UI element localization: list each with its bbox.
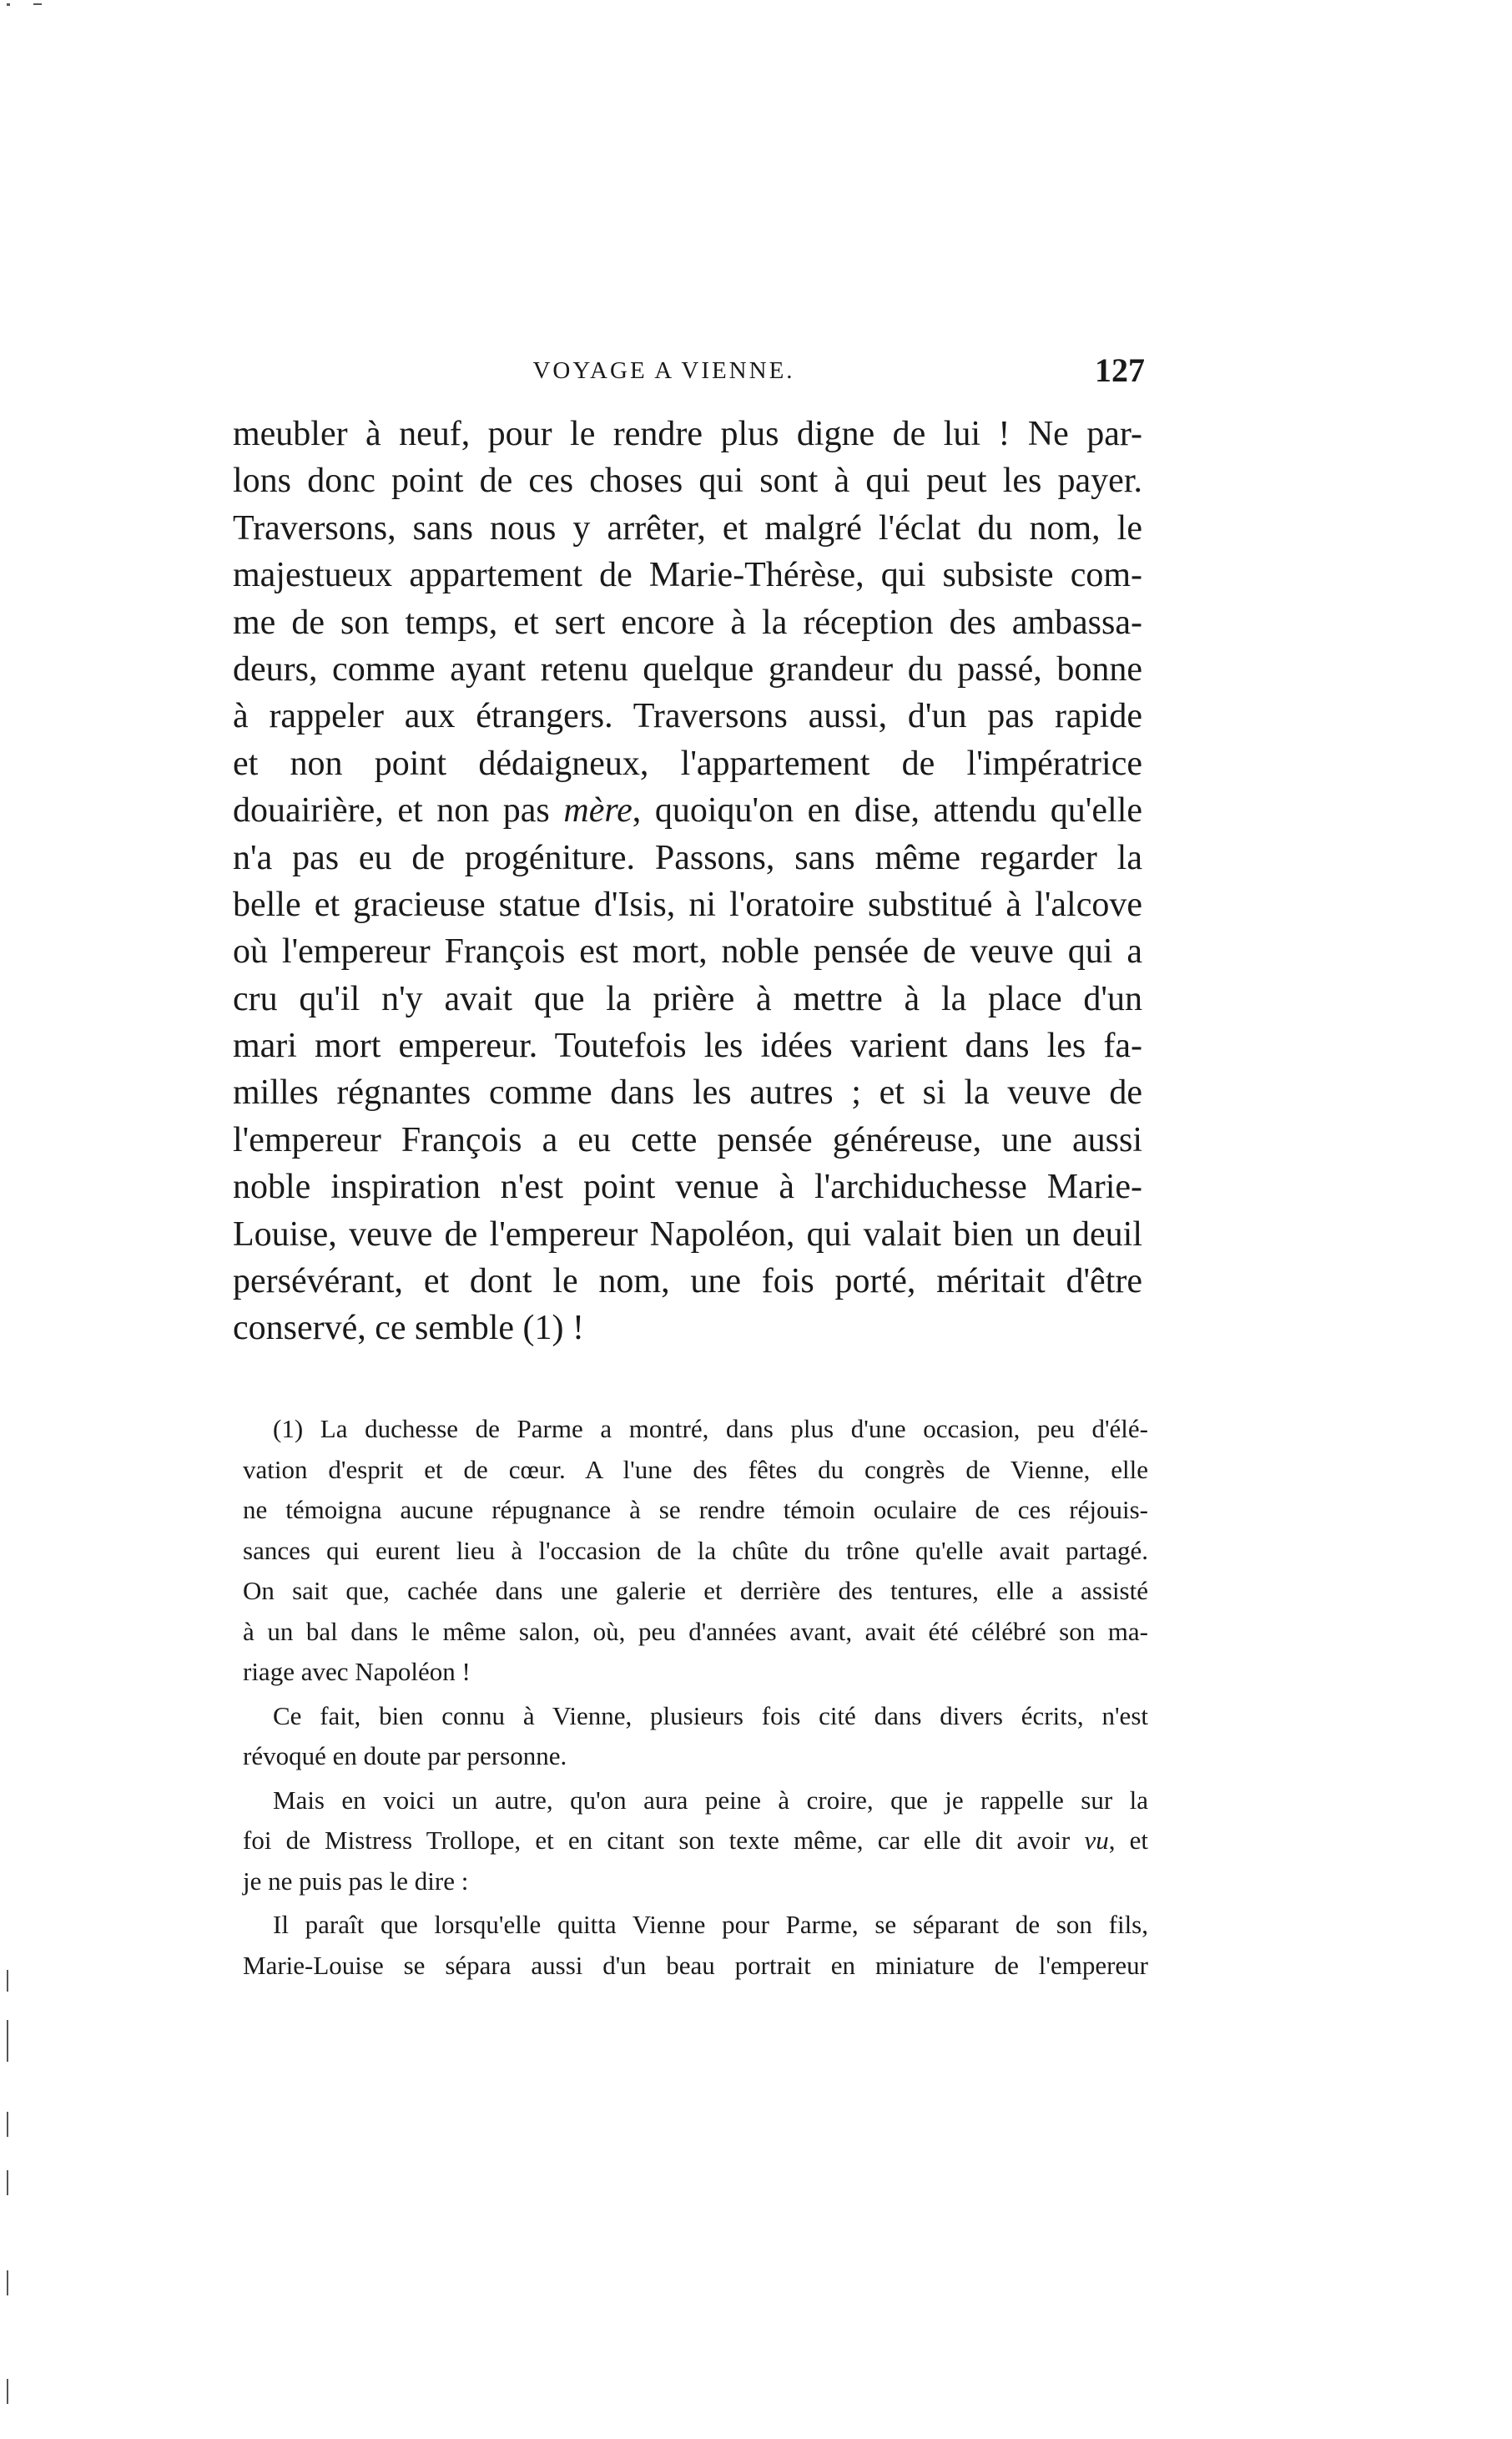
scan-artifact xyxy=(7,2020,8,2062)
text-line: deurs, comme ayant retenu quelque grandeur du passé, bonne xyxy=(233,649,1142,689)
text-line: belle et gracieuse statue d'Isis, ni l'oratoire substitué à l'alcove xyxy=(233,885,1142,924)
page-header xyxy=(233,351,1145,392)
text-line: Traversons, sans nous y arrêter, et malgré l'éclat du nom, le xyxy=(233,508,1142,548)
text-line: meubler à neuf, pour le rendre plus digne de lui ! Ne par- xyxy=(233,415,1142,453)
scan-artifact xyxy=(33,3,42,5)
text-line: mari mort empereur. Toutefois les idées varient dans les fa- xyxy=(233,1027,1142,1066)
footnote-line: ne témoigna aucune répugnance à se rendre témoin oculaire de ces réjouis- xyxy=(243,1495,1148,1524)
main-text xyxy=(233,411,1142,1352)
scan-artifact xyxy=(7,3,10,6)
text-line: noble inspiration n'est point venue à l'archiduchesse Marie- xyxy=(233,1168,1142,1207)
text-segment: , quoiqu'on en dise, attendu qu'elle xyxy=(632,791,1142,831)
text-line: n'a pas eu de progéniture. Passons, sans même regarder la xyxy=(233,838,1142,877)
text-line: où l'empereur François est mort, noble pensée de veuve qui a xyxy=(233,932,1142,972)
running-title: VOYAGE A VIENNE. xyxy=(532,357,795,384)
footnote-line: révoqué en doute par personne. xyxy=(243,1741,567,1770)
text-line: milles régnantes comme dans les autres ; et si la veuve de xyxy=(233,1073,1142,1113)
text-segment: douairière, et non pas xyxy=(233,791,564,831)
footnotes xyxy=(243,1409,1148,1986)
italic-text: mère xyxy=(563,791,633,831)
text-line: me de son temps, et sert encore à la réception des ambassa- xyxy=(233,603,1142,642)
scan-artifact xyxy=(7,2112,8,2137)
scan-artifact xyxy=(7,2170,8,2195)
text-segment: , et xyxy=(1108,1825,1149,1855)
text-line: persévérant, et dont le nom, une fois porté, méritait d'être xyxy=(233,1262,1142,1301)
footnote-line: vation d'esprit et de cœur. A l'une des fêtes du congrès de Vienne, elle xyxy=(243,1454,1148,1484)
text-line: conservé, ce semble (1) ! xyxy=(233,1309,584,1348)
footnote-line: à un bal dans le même salon, où, peu d'années avant, avait été célébré son ma- xyxy=(243,1616,1148,1646)
footnote-line: (1) La duchesse de Parme a montré, dans plus d'une occasion, peu d'élé- xyxy=(273,1414,1148,1443)
footnote-line: Il paraît que lorsqu'elle quitta Vienne pour Parme, se séparant de son fils, xyxy=(273,1910,1148,1939)
scan-artifact xyxy=(7,2270,8,2295)
text-line: majestueux appartement de Marie-Thérèse, qui subsiste com- xyxy=(233,556,1142,595)
footnote-line: Ce fait, bien connu à Vienne, plusieurs fois cité dans divers écrits, n'est xyxy=(273,1700,1148,1730)
scan-artifact xyxy=(7,1970,8,1992)
text-line: lons donc point de ces choses qui sont à qui peut les payer. xyxy=(233,462,1142,501)
footnote-line: Marie-Louise se sépara aussi d'un beau portrait en miniature de l'empereur xyxy=(243,1950,1148,1980)
footnote-line xyxy=(243,1820,1148,1861)
footnote-line: On sait que, cachée dans une galerie et derrière des tentures, elle a assisté xyxy=(243,1576,1148,1605)
italic-text: vu xyxy=(1084,1825,1109,1855)
footnote-line: je ne puis pas le dire : xyxy=(243,1866,469,1896)
page-number: 127 xyxy=(1095,351,1145,389)
footnote-line: sances qui eurent lieu à l'occasion de la chûte du trône qu'elle avait partagé. xyxy=(243,1535,1148,1565)
text-line: cru qu'il n'y avait que la prière à mettre à la place d'un xyxy=(233,979,1142,1018)
text-line xyxy=(233,787,1142,834)
text-segment: foi de Mistress Trollope, et en citant son texte même, car elle dit avoir xyxy=(243,1825,1085,1855)
text-line: et non point dédaigneux, l'appartement de l'impératrice xyxy=(233,744,1142,783)
scan-artifact xyxy=(7,2379,8,2404)
text-line: Louise, veuve de l'empereur Napoléon, qui valait bien un deuil xyxy=(233,1214,1142,1254)
text-line: à rappeler aux étrangers. Traversons aussi, d'un pas rapide xyxy=(233,697,1142,736)
footnote-line: Mais en voici un autre, qu'on aura peine à croire, que je rappelle sur la xyxy=(273,1785,1148,1815)
text-line: l'empereur François a eu cette pensée généreuse, une aussi xyxy=(233,1120,1142,1159)
footnote-line: riage avec Napoléon ! xyxy=(243,1657,471,1686)
